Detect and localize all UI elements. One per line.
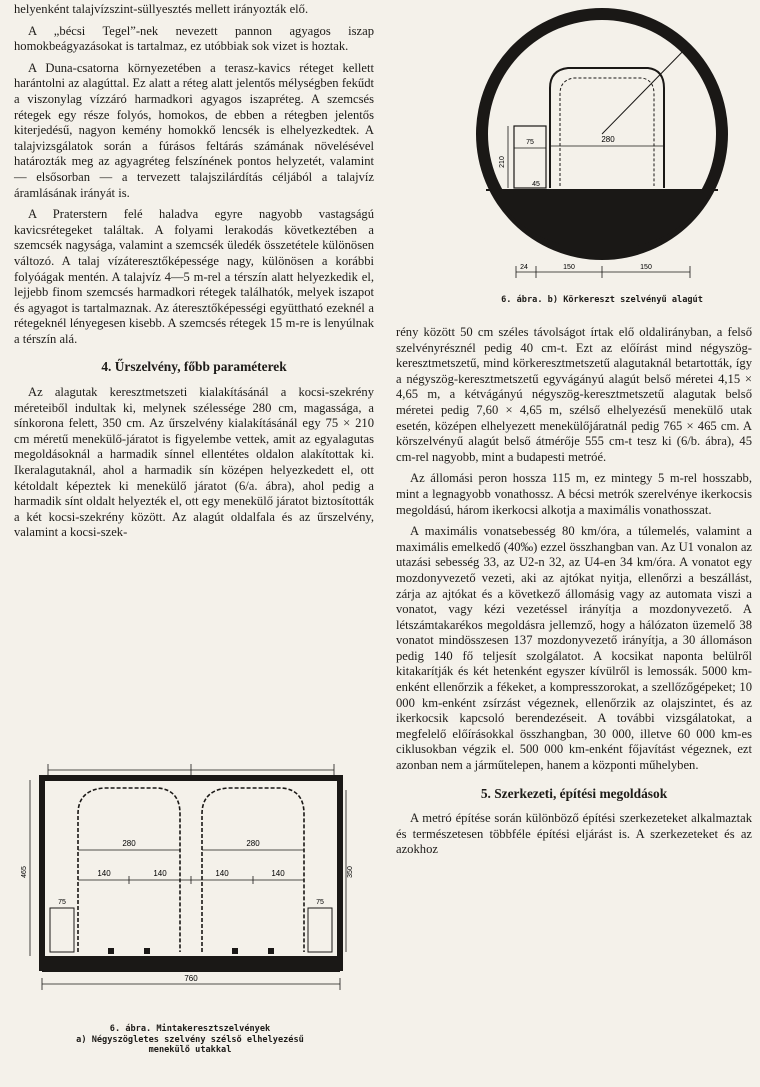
dim-label-24: 24 <box>520 264 528 271</box>
dim-label-280-right: 280 <box>246 839 260 848</box>
section-heading-4: 4. Űrszelvény, főbb paraméterek <box>101 359 287 375</box>
trackbed <box>492 190 712 248</box>
figure-a-caption-line3: menekülő utakkal <box>148 1045 232 1055</box>
dim-label-210: 210 <box>499 156 506 168</box>
paragraph: Az állomási peron hossza 115 m, ez mintegy 5 m-rel hosszabb, mint a legnagyobb vonathossz. A bécsi metrók szerelvénye ikerkocsis megoldású, három ikerkocsi alkotja a maximális vonathosszat. <box>396 471 752 517</box>
paragraph: rény között 50 cm széles távolságot írtak elő oldalirányban, a felső szelvényrésznél pedig 40 cm-t. Ezt az előírást mind négyszög-keresztmetszetű, mind körkeresztmetszetű alagutaknál betartották, így a négyszög-keresztmetszetű egyvágányú alagút belső méretei 4,15 × 4,65 m, a kétvágányú négyszög-keresztmetszetű alagutak belső méretei pedig 7,60 × 4,65 m, szélső elhelyezésű menekülő utak esetén, középen elhelyezett menekülőjáratnál pedig 765 × 465 cm. A körszelvényű alagút belső átmérője 555 cm-t tesz ki (6/b. ábra), 45 cm-rel nagyobb, mint a budapesti metróé. <box>396 325 752 464</box>
dim-label-140-1: 140 <box>97 869 111 878</box>
dim-label-140-3: 140 <box>215 869 229 878</box>
figure-rectangular-tunnel <box>8 748 373 1023</box>
dim-label-280: 280 <box>601 135 615 144</box>
car-profile <box>550 68 664 188</box>
dim-label-75-right: 75 <box>316 899 324 906</box>
left-escape-walkway <box>50 908 74 952</box>
tunnel-walls <box>42 778 340 968</box>
dim-label-45: 45 <box>532 181 540 188</box>
paragraph: Az alagutak keresztmetszeti kialakításánál a kocsi-szekrény méreteiből indultak ki, melynek szélessége 280 cm, magassága, a sínkorona felett, 350 cm. Az űrszelvény kialakításánál egy 75 × 210 cm méretű menekülő-járatot is figyelembe vettek, amit az egyalagutas megoldásoknál a harmadik sínnel ellentétes oldalon alakítottak ki. Ikeralagutaknál, ahol a harmadik sín középen helyezkedett el, ott kétoldalt képeztek ki menekülő járatot (6/a. ábra), ahol pedig a harmadik sínt oldalt helyezték el, ott egy menekülő járatot biztosították a két kocsi-szekrény között. Az alagút oldalfala és az űrszelvény, valamint a kocsi-szek- <box>14 385 374 540</box>
base-slab <box>42 956 340 972</box>
figure-a-caption-line2: a) Négyszögletes szelvény szélső elhelyezésű <box>76 1034 304 1045</box>
paragraph: A metró építése során különböző építési szerkezeteket alkalmaztak és természetesen többféle építési eljárást is. A szerkezeteket és az azokhoz <box>396 811 752 857</box>
paragraph: A Duna-csatorna környezetében a terasz-kavics réteget kellett harántolni az alagúttal. Ez alatt a réteg alatt jelentős mélységben fekűdt a viszonylag vízzáró harmadkori agyagos iszapréteg. A szemcsés rétegek egy része folyós, homokos, de ebben a rétegben jelentős kiterjedésű, nagyon kemény homokkő lencsék is elhelyezkedtek. A talajvizsgálatok során a fúrásos feltárás számának növelésével határozták meg az agyagréteg felszínének pontos helyzetét, valamint — elsősorban — a tervezett talajszilárdítás céljából a talajvíz áramlásának irányát is. <box>14 60 374 200</box>
paragraph: A Praterstern felé haladva egyre nagyobb vastagságú kavicsrétegeket találtak. A folyami lerakodás következtében a szemcsék nagysága, valamint a szemcsék üledék összetétele különösen változó. A talaj vízáteresztőképessége nagy, különösen a korábbi folyóágak mentén. A talajvíz 4—5 m-rel a térszín alatt helyezkedik el, lejjebb finom szemcsés harmadkori rétegek találhatók, melyek iszapot és agyagot is tartalmaznak. Az áteresztőképességi együttható ezeknél a rétegeknél lényegesen kisebb. A szemcsés rétegek 15 m-re is lenyúlnak a térszín alá. <box>14 207 374 346</box>
dim-label-140-2: 140 <box>153 869 167 878</box>
dim-label-140-4: 140 <box>271 869 285 878</box>
rectangular-tunnel-drawing <box>8 748 373 1023</box>
escape-walkway <box>514 126 546 188</box>
figure-a-caption-line1: 6. ábra. Mintakeresztszelvények <box>109 1024 271 1034</box>
left-column <box>14 2 374 547</box>
dim-label-760: 760 <box>184 974 198 983</box>
dim-label-465: 465 <box>21 866 28 878</box>
figure-circular-tunnel <box>452 0 752 290</box>
paragraph: helyenként talajvízszint-süllyesztés mellett irányozták elő. <box>14 2 309 16</box>
dim-label-75: 75 <box>526 139 534 146</box>
dim-label-75-left: 75 <box>58 899 66 906</box>
paragraph: A „bécsi Tegel”-nek nevezett pannon agyagos iszap homokbeágyazásokat is tartalmaz, ez utóbbiak sok vizet is hoztak. <box>14 23 374 54</box>
dim-label-350: 350 <box>347 866 354 878</box>
figure-a-caption <box>30 1024 350 1056</box>
dim-label-280-left: 280 <box>122 839 136 848</box>
right-escape-walkway <box>308 908 332 952</box>
circular-tunnel-drawing <box>452 0 752 290</box>
dim-label-150b: 150 <box>640 264 652 271</box>
dim-label-150a: 150 <box>563 264 575 271</box>
section-heading-5: 5. Szerkezeti, építési megoldások <box>480 785 668 801</box>
paragraph: A maximális vonatsebesség 80 km/óra, a túlemelés, valamint a maximális emelkedő (40‰) ezzel összhangban van. Az U1 vonalon az utazási sebesség 33, az U2-n 32, az U4-en 34 km/óra. A vonatot egy mozdonyvezető vezeti, aki az ajtókat nyitja, ellenőrzi a beszállást, zárja az ajtókat és a következő állomásig vagy az automata viszi a vonatot, vagy kézi vezetéssel irányítja a mozdonyvezető. A létszámtakarékos megoldásra jellemző, hogy a hálózaton üzemelő 38 vonatot mindösszesen 137 mozdonyvezető irányítja, a 30 állomáson pedig 140 fő teljesít szolgálatot. A kocsikat naponta belülről kitakarítják és két hetenként egyszer kívülről is lemossák. 5000 km-enként ellenőrzik a fékeket, a kompresszorokat, a szellőzőgépeket; 10 000 km-enként zsírzást végeznek, ellenőrzik az olajszintet, és az ikerkocsik kapcsoló berendezéseit. A további vizsgálatokat, a megfelelő előírásokkal összhangban, 30 000, illetve 60 000 km-es ciklusokban végzik el. 500 000 km-enként főjavítást végeznek, ezt azonban nem a járműtelepen, hanem a központi műhelyben. <box>396 524 753 773</box>
figure-b-caption: 6. ábra. b) Körkereszt szelvényű alagút <box>501 295 703 305</box>
right-column <box>396 325 752 864</box>
